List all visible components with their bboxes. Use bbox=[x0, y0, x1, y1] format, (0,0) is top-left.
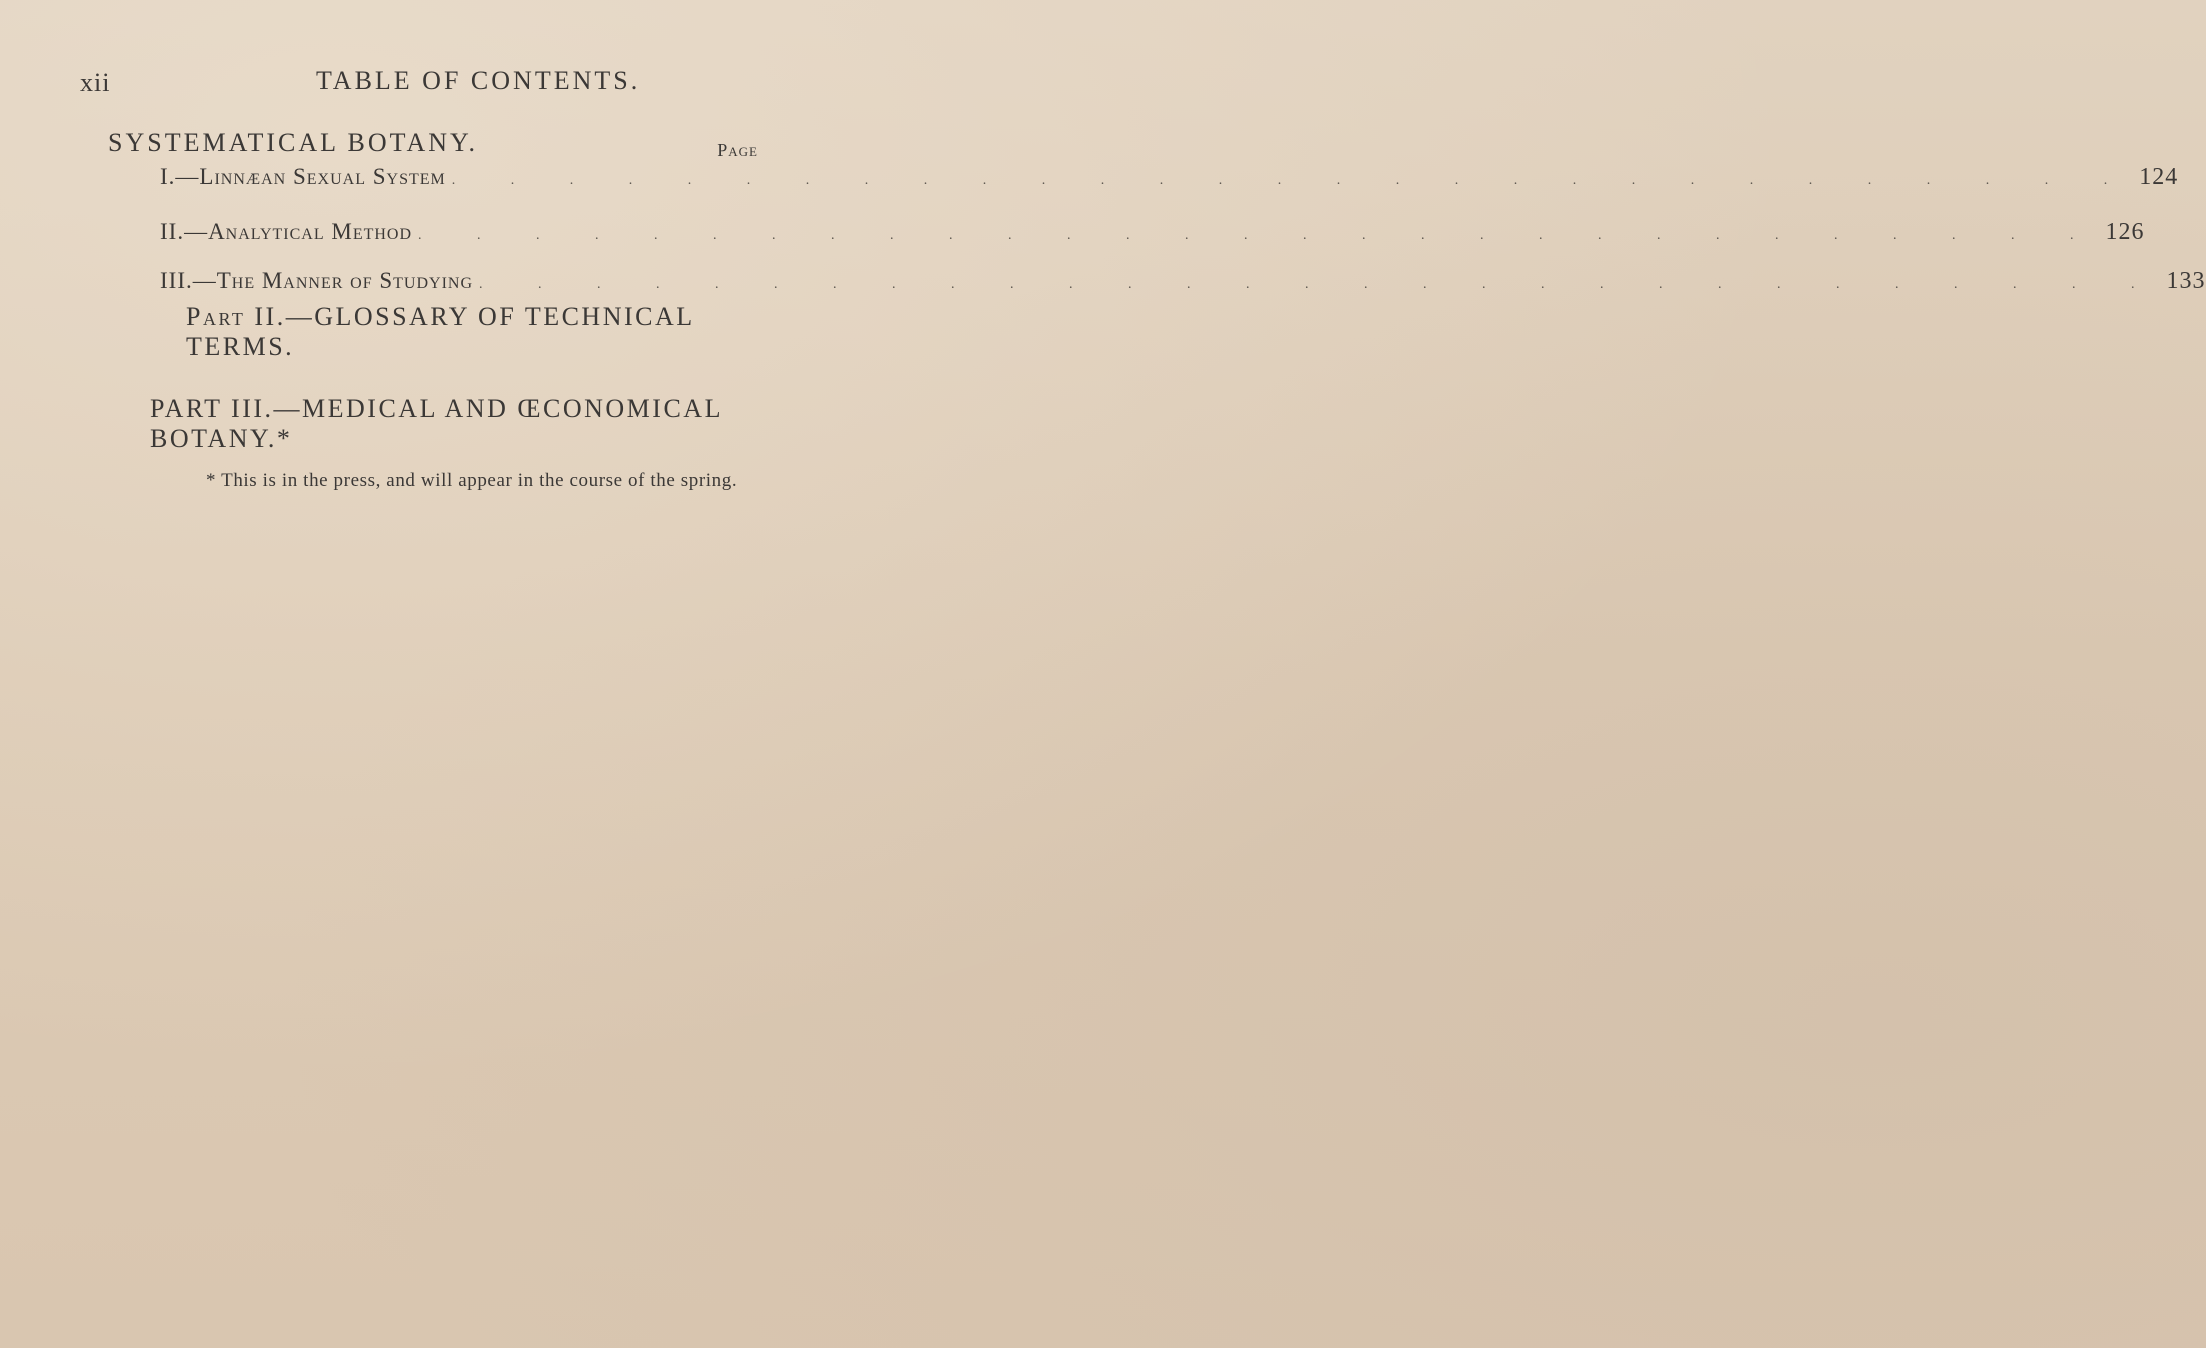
footnote: * This is in the press, and will appear in the course of the spring. bbox=[206, 470, 738, 491]
section-heading: SYSTEMATICAL BOTANY. bbox=[108, 128, 478, 157]
toc-entry-page: 124 bbox=[2139, 164, 2179, 190]
toc-entry-label: II.—Analytical Method bbox=[160, 219, 413, 244]
dot-leader: . . . . . . . . . . . . . . . . . . . . . . . . . . . . . bbox=[451, 173, 2134, 188]
running-title: TABLE OF CONTENTS. bbox=[316, 66, 641, 95]
toc-entry bbox=[160, 219, 2145, 251]
part-two-title: II.—GLOSSARY OF TECHNICAL TERMS. bbox=[186, 302, 694, 361]
page-column-label: Page bbox=[717, 140, 758, 160]
toc-entry bbox=[160, 164, 2179, 196]
toc-entry-page: 126 bbox=[2105, 219, 2145, 245]
part-two-prefix: Part bbox=[186, 302, 246, 331]
toc-entry-label: I.—Linnæan Sexual System bbox=[160, 164, 446, 189]
dot-leader: . . . . . . . . . . . . . . . . . . . . . . . . . . . . . bbox=[479, 277, 2161, 292]
dot-leader: . . . . . . . . . . . . . . . . . . . . . . . . . . . . . bbox=[418, 228, 2100, 243]
toc-entry-page: 133 bbox=[2166, 268, 2206, 294]
toc-entry-label: III.—The Manner of Studying bbox=[160, 268, 474, 293]
page-folio: xii bbox=[80, 68, 111, 97]
toc-entry bbox=[160, 268, 2206, 300]
part-two-heading bbox=[186, 302, 800, 362]
part-three-heading: PART III.—MEDICAL AND ŒCONOMICAL BOTANY.* bbox=[150, 394, 722, 453]
